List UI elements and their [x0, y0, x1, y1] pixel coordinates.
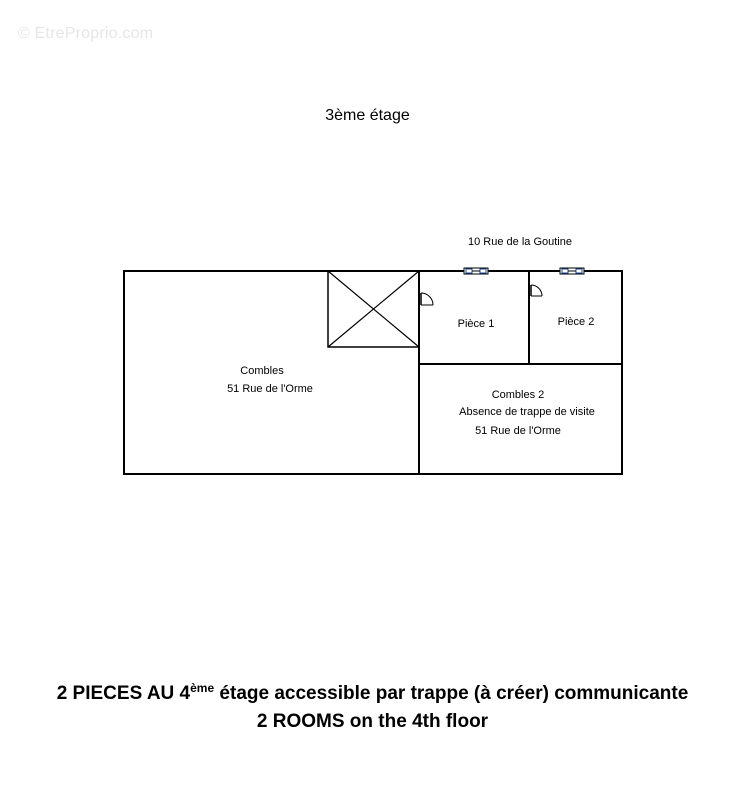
stairwell-void [328, 271, 419, 347]
room-combles-name: Combles [240, 365, 284, 377]
window-piece-2 [560, 268, 584, 274]
room-combles2-address: 51 Rue de l'Orme [475, 425, 561, 437]
window-piece-1 [464, 268, 488, 274]
caption-line-1-suffix: étage accessible par trappe (à créer) communicante [214, 683, 689, 704]
room-piece2-name: Pièce 2 [557, 316, 595, 328]
room-combles2-note: Absence de trappe de visite [459, 406, 595, 418]
room-piece1-name: Pièce 1 [457, 318, 495, 330]
room-combles-address: 51 Rue de l'Orme [227, 383, 313, 395]
caption-line-1 [0, 681, 735, 705]
room-combles2-name: Combles 2 [491, 389, 545, 401]
caption-line-2: 2 ROOMS on the 4th floor [256, 711, 489, 732]
street-label: 10 Rue de la Goutine [468, 236, 572, 248]
caption-line-1-prefix: 2 PIECES AU 4 [56, 683, 191, 704]
door-piece-1 [421, 293, 433, 305]
floor-title: 3ème étage [325, 107, 410, 124]
door-piece-2 [531, 285, 542, 296]
caption-line-1-sup: ème [190, 681, 215, 695]
outer-wall [124, 271, 622, 474]
watermark: © EtreProprio.com [18, 25, 154, 42]
